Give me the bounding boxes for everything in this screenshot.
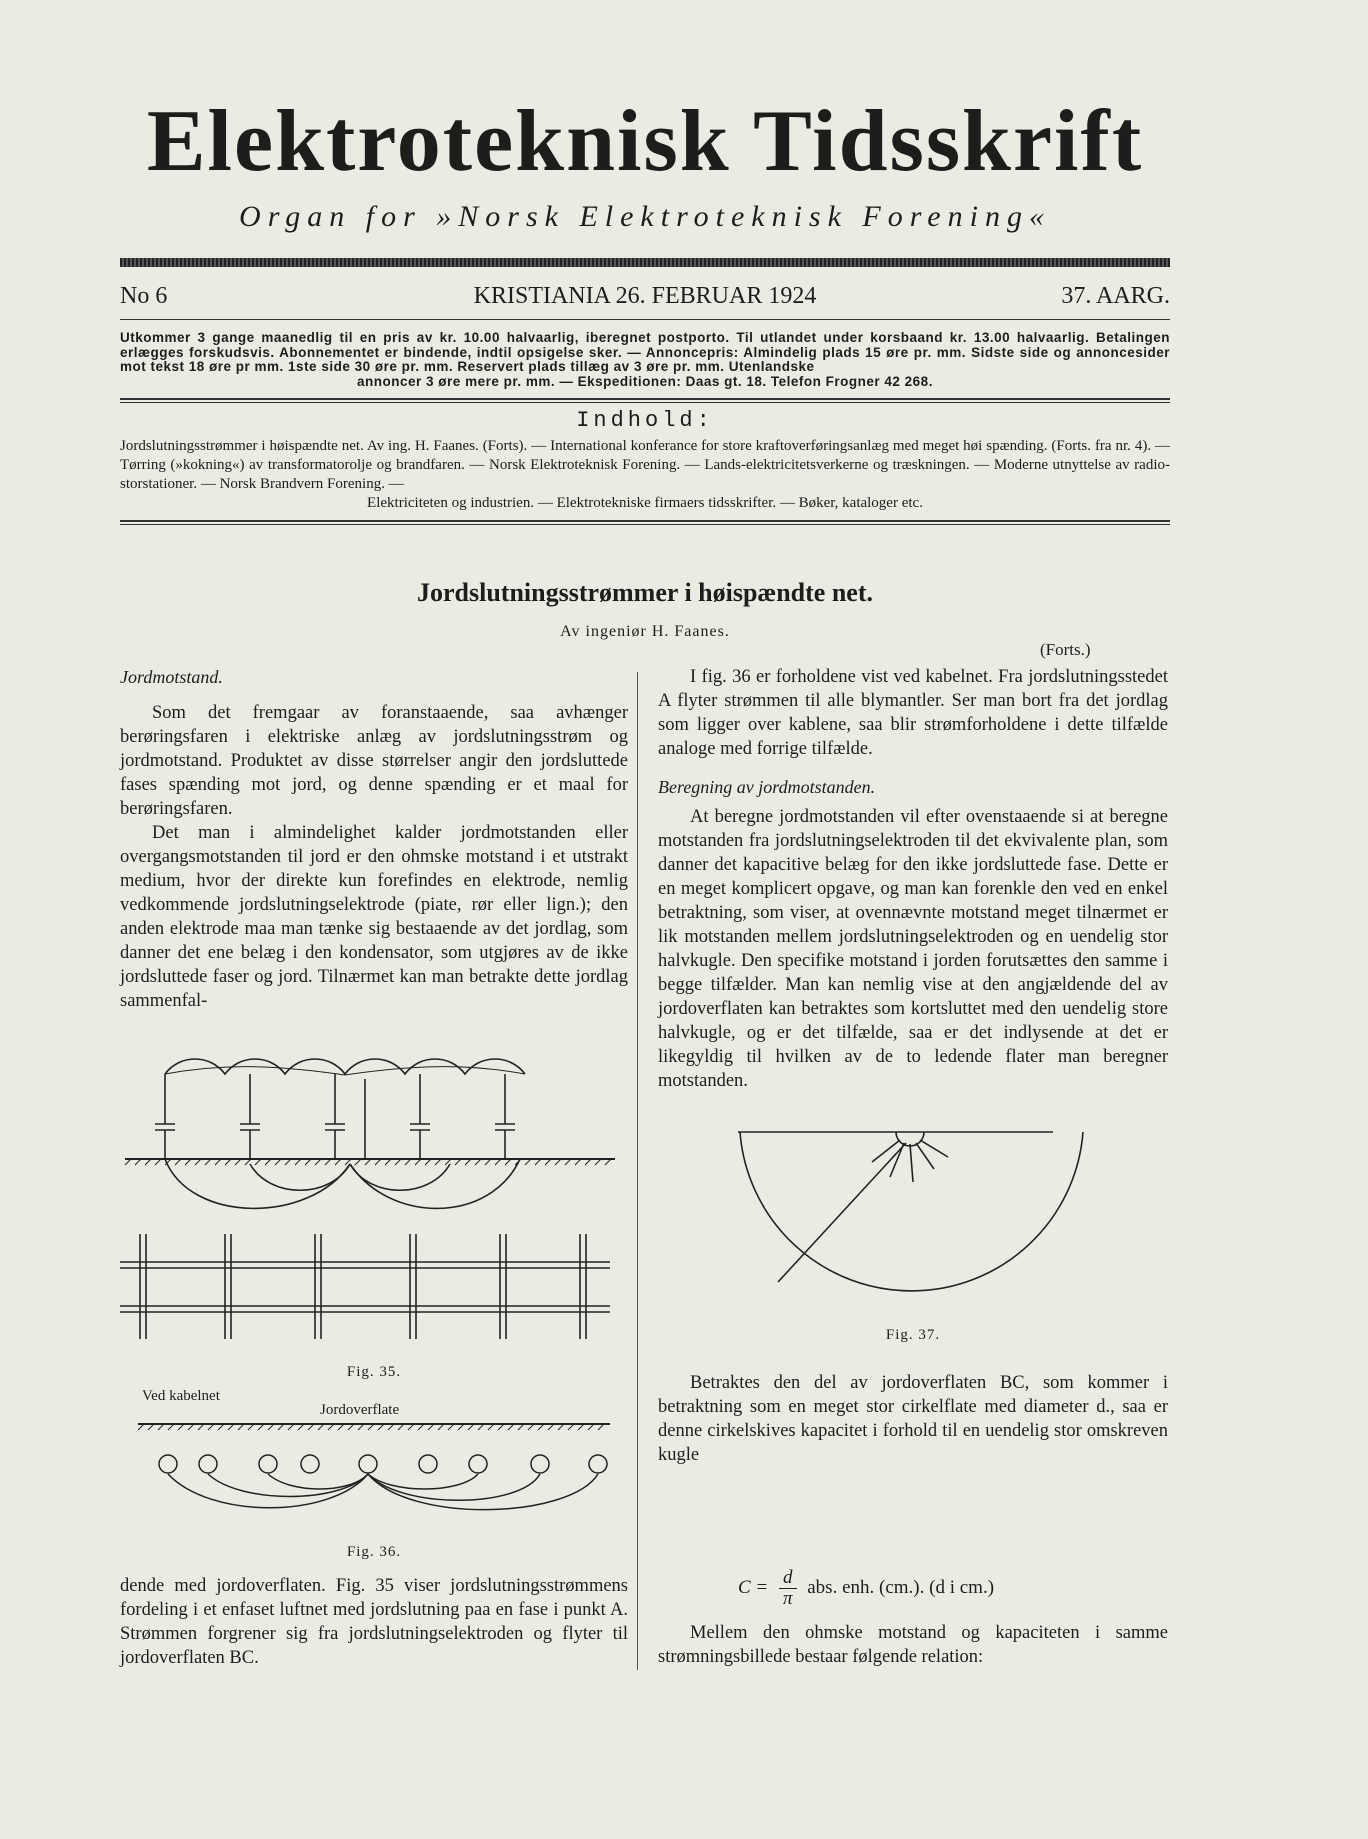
paragraph: Som det fremgaar av foranstaaende, saa avhænger berøringsfaren i elektriske anlæg av jordslutningsstrøm og jordmotstand. Produktet av disse størrelser angir den jordsluttede fases spænding mot jord, og denne spænding er et maal for berøringsfaren. [120,703,628,819]
divider [120,398,1170,400]
masthead-subtitle: Organ for »Norsk Elektroteknisk Forening« [239,200,1051,233]
figure-36-label-cable: Ved kabelnet [142,1388,220,1404]
right-column [658,665,1168,1467]
contents-last-line: Elektriciteten og industrien. — Elektrotekniske firmaers tidsskrifter. — Bøker, kataloger etc. [367,495,923,511]
paragraph: dende med jordoverflaten. Fig. 35 viser jordslutningsstrømmens fordeling i et enfaset luftnet med jordslutning paa en fase i punkt A. Strømmen forgrener sig fra jordslutningselektroden og flyter til jordoverflaten BC. [120,1576,628,1668]
paragraph: I fig. 36 er forholdene vist ved kabelnet. Fra jordslutningsstedet A flyter strømmen til alle blymantler. Ser man bort fra det jordlag som ligger over kablene, saa blir strømforholdene i dette tilfælde analoge med forrige tilfælde. [658,667,1168,759]
section-heading: Beregning av jordmotstanden. [658,777,876,797]
paragraph: Det man i almindelighet kalder jordmotstanden eller overgangsmotstanden til jord er den ohmske motstand i et utstrakt medium, hvor der direkte kun forefindes en elektrode, nemlig vedkommende jordslutningselektrode (piate, rør eller lign.); den anden elektrode maa man tænke sig bestaaende av det jordlag, som danner det ene belæg i den kondensator, som utgjøres av de ikke jordsluttede faser og jord. Tilnærmet kan man betrakte dette jordlag sammenfal- [120,823,628,1011]
issue-place-date: KRISTIANIA 26. FEBRUAR 1924 [473,283,817,309]
subscription-info [120,331,1170,389]
formula-denominator: π [782,1588,793,1609]
figure-37 [658,1107,1168,1327]
formula-fraction [779,1568,797,1609]
subscription-text: Utkommer 3 gange maanedlig til en pris av kr. 10.00 halvaarlig, iberegnet postporto. Til utlandet under korsbaand kr. 13.00 halvaarlig. Betalingen erlægges forskudsvis. Abonnementet er bindende, indtil opsigelse sker. — Annoncepris: Almindelig plads 15 øre pr. mm. Sidste side og annoncesider mot tekst 18 øre pr mm. 1ste side 30 øre pr. mm. Reservert plads tillæg av 3 øre pr. mm. Utenlandske [120,330,1170,374]
issue-number: No 6 [120,283,168,309]
figure-36-caption: Fig. 36. [346,1544,402,1560]
divider [120,520,1170,522]
contents-title: Indhold: [576,408,714,433]
divider [120,524,1170,525]
formula-rhs: abs. enh. (cm.). (d i cm.) [807,1576,995,1598]
paragraph: At beregne jordmotstanden vil efter ovenstaaende si at beregne motstanden fra jordslutningselektroden til det ekvivalente plan, som danner det kapacitive belæg for den ikke jordsluttede fase. Dette er en meget komplicert opgave, og man kan forenkle den ved en enkel betraktning, som viser, at ovennævnte motstand meget tilnærmet er lik motstanden mellem jordslutningselektroden og en uendelig stor halvkugle. Den specifike motstand i jorden forutsættes den samme i begge tilfælder. Man kan nemlig vise at den angjældende del av jordoverflaten kan betraktes som kortsluttet med den uendelig store halvkugle, og er det tilfælde, saa er det indlysende at det er likegyldig til hvilken av de to ledende flater man beregner motstanden. [658,807,1168,1091]
figure-35 [120,1019,628,1364]
paragraph: Mellem den ohmske motstand og kapaciteten i samme strømningsbillede bestaar følgende relation: [658,1623,1168,1667]
issue-volume: 37. AARG. [1061,283,1170,309]
figure-36-label-surface: Jordoverflate [320,1402,400,1418]
masthead-rule [120,258,1170,267]
continued-note: (Forts.) [1040,640,1091,659]
figure-36-drawing [120,1414,628,1534]
formula [738,1568,994,1609]
figure-36 [120,1384,628,1534]
contents-list [120,437,1170,513]
formula-lhs: C = [738,1576,769,1598]
issue-line [120,283,1170,313]
paragraph: Betraktes den del av jordoverflaten BC, som kommer i betraktning som en meget stor cirkelflate med diameter d., saa er denne cirkelskives kapacitet i forhold til en uendelig stor omskreven kugle [658,1373,1168,1465]
masthead-title: Elektroteknisk Tidsskrift [146,93,1144,190]
section-heading: Jordmotstand. [120,667,223,687]
figure-35-caption: Fig. 35. [346,1364,402,1380]
divider [120,402,1170,403]
figure-37-caption: Fig. 37. [885,1327,941,1343]
column-rule [637,672,638,1670]
divider [120,319,1170,320]
closing-paragraph-block [658,1621,1168,1669]
subscription-last-line: annoncer 3 øre mere pr. mm. — Ekspeditionen: Daas gt. 18. Telefon Frogner 42 268. [357,373,933,389]
formula-numerator: d [779,1568,797,1589]
article-title: Jordslutningsstrømmer i høispændte net. [416,578,873,607]
article-byline: Av ingeniør H. Faanes. [560,623,730,640]
left-column [120,665,628,1670]
contents-text: Jordslutningsstrømmer i høispændte net. Av ing. H. Faanes. (Forts). — International konferance for store kraftoverføringsanlæg med meget høi spænding. (Forts. fra nr. 4). — Tørring (»kokning«) av transformatorolje og brandfaren. — Norsk Elektroteknisk Forening. — Lands-elektricitetsverkerne og træskningen. — Moderne utnyttelse av radio-storstationer. — Norsk Brandvern Forening. — [120,438,1170,492]
